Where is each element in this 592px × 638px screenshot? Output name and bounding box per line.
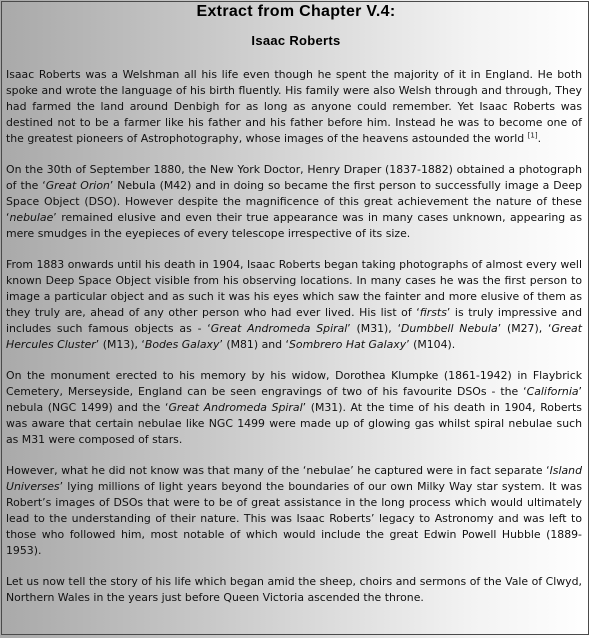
italic-text: firsts [419, 306, 447, 319]
text-span: ’ nebula (NGC 1499) and the ‘ [6, 385, 582, 414]
paragraph-3 [6, 257, 582, 353]
paragraph-2 [6, 162, 582, 242]
text-span: Let us now tell the story of his life which began amid the sheep, choirs and sermons of the Vale of Clwyd, Northern Wales in the years just before Queen Victoria ascended the throne. [6, 575, 582, 604]
paragraph-5 [6, 463, 582, 559]
subject-title: Isaac Roberts [251, 33, 341, 48]
text-span: On the 30th of September 1880, the New York Doctor, Henry Draper (1837-1882) obtained a photograph of the ‘ [6, 163, 582, 192]
text-span: On the monument erected to his memory by his widow, Dorothea Klumpke (1861-1942) in Flaybrick Cemetery, Merseyside, England can be seen engravings of two of his favourite DSOs - the ‘ [6, 369, 582, 398]
italic-text: Great Orion [45, 179, 110, 192]
chapter-title: Extract from Chapter V.4: [196, 3, 396, 20]
text-span: From 1883 onwards until his death in 1904, Isaac Roberts began taking photographs of almost every well known Deep Space Object visible from his observing locations. In many cases he was the first person to image a particular object and as such it was his eyes which saw the fainter and more elusive of them as they truly are, ahead of any other person who had ever lived. His list of ‘ [6, 258, 582, 319]
text-span: However, what he did not know was that many of the ‘nebulae’ he captured were in fact separate ‘ [6, 464, 550, 477]
text-span: Isaac Roberts was a Welshman all his life even though he spent the majority of it in England. He both spoke and wrote the language of his birth fluently. His family were also Welsh through and through, They had farmed the land around Denbigh for as long as anyone could remember. Yet Isaac Roberts was destined not to be a farmer like his father and his father before him. Instead he was to become one of the greatest pioneers of Astrophotography, whose images of the heavens astounded the world [6, 68, 582, 145]
text-span: ’ is truly impressive and includes such famous objects as - ‘ [6, 306, 582, 335]
paragraph-1 [6, 67, 582, 147]
paragraph-4 [6, 368, 582, 448]
text-span: ’ (M31), ‘ [347, 322, 402, 335]
italic-text: Bodes Galaxy [144, 338, 220, 351]
text-span: ’ remained elusive and even their true appearance was in many cases unknown, appearing as mere smudges in the eyepieces of every telescope irrespective of its size. [6, 211, 582, 240]
text-span: ’ (M13), ‘ [95, 338, 145, 351]
text-span: ’ (M104). [406, 338, 456, 351]
text-span: ’ lying millions of light years beyond the boundaries of our own Milky Way star system. It was Robert’s images of DSOs that were to be of great assistance in the long process which would ultimately lead to the understanding of their nature. This was Isaac Roberts’ legacy to Astronomy and was left to those who followed him, most notable of which would include the great Edwin Powell Hubble (1889-1953). [6, 480, 582, 557]
text-span: . [537, 132, 542, 145]
text-span: ’ (M31). At the time of his death in 1904, Roberts was aware that certain nebulae like NGC 1499 were made up of glowing gas whilst spiral nebulae such as M31 were composed of stars. [6, 401, 582, 446]
paragraph-6 [6, 574, 582, 606]
italic-text: Dumbbell Nebula [401, 322, 498, 335]
italic-text: Great Andromeda Spiral [210, 322, 348, 335]
italic-text: Great Andromeda Spiral [168, 401, 303, 414]
italic-text: nebulae [9, 211, 54, 224]
footnote-reference: [1] [527, 131, 538, 140]
italic-text: Great Hercules Cluster [6, 322, 582, 351]
text-span: ’ (M27), ‘ [497, 322, 552, 335]
italic-text: California [526, 385, 579, 398]
italic-text: Island Universes [6, 464, 582, 493]
body-text [6, 67, 582, 621]
text-span: ’ (M81) and ‘ [219, 338, 289, 351]
italic-text: Sombrero Hat Galaxy [289, 338, 407, 351]
text-span: ’ Nebula (M42) and in doing so became the first person to successfully image a Deep Space Object (DSO). However despite the magnificence of this great achievement the nature of these ‘ [6, 179, 582, 224]
